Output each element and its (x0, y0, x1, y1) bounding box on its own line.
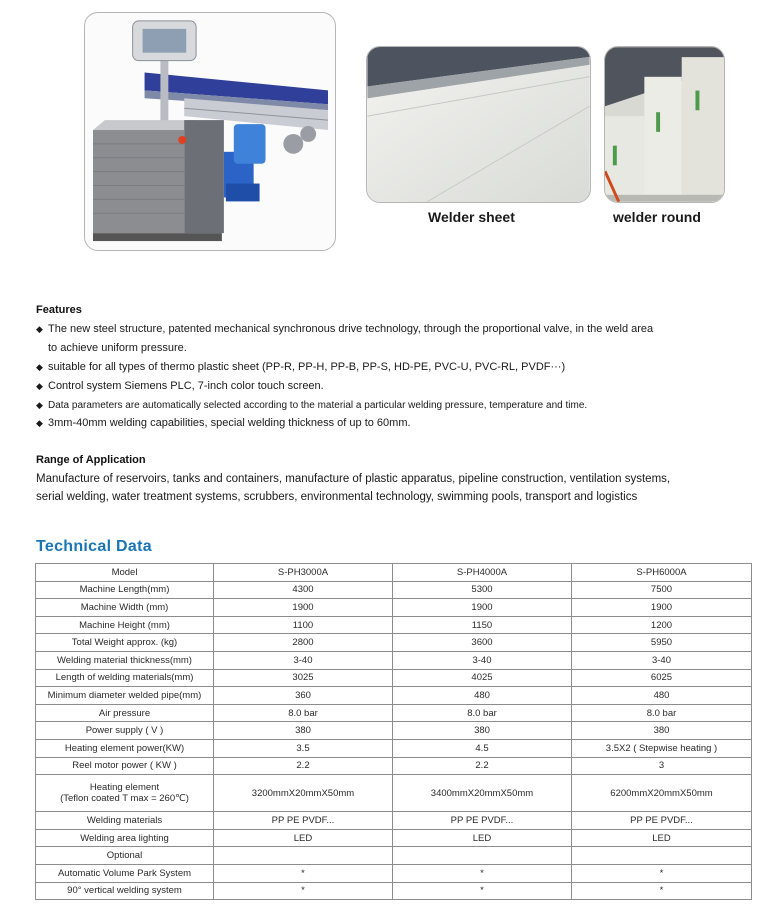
diamond-bullet-icon: ◆ (36, 362, 43, 372)
row-label: Machine Length(mm) (36, 581, 214, 599)
table-row (36, 739, 752, 757)
feature-item: ◆ The new steel structure, patented mechanical synchronous drive technology, through the proportional valve, in the weld area (36, 323, 654, 335)
table-cell: 4.5 (393, 739, 572, 757)
row-label: 90° vertical welding system (36, 882, 214, 900)
table-row (36, 775, 752, 812)
range-of-application-heading: Range of Application (36, 454, 146, 466)
heating-element-label: Heating element (89, 782, 160, 794)
table-cell: S-PH4000A (393, 564, 572, 582)
row-label: Reel motor power ( KW ) (36, 757, 214, 775)
technical-data-heading: Technical Data (36, 538, 152, 555)
feature-item: ◆ Control system Siemens PLC, 7-inch color touch screen. (36, 380, 324, 392)
welded-sheet-illustration (367, 47, 590, 202)
table-cell: 3025 (214, 669, 393, 687)
welder-sheet-photo (366, 46, 591, 203)
table-cell: 8.0 bar (214, 704, 393, 722)
table-row (36, 812, 752, 830)
diamond-bullet-icon: ◆ (36, 418, 43, 428)
welder-round-caption: welder round (613, 209, 701, 225)
row-label: Welding area lighting (36, 829, 214, 847)
table-cell: * (214, 864, 393, 882)
table-cell (214, 847, 393, 865)
table-cell: 1200 (572, 616, 752, 634)
table-cell: 1900 (572, 599, 752, 617)
table-cell: S-PH3000A (214, 564, 393, 582)
table-cell: 380 (393, 722, 572, 740)
welder-sheet-caption: Welder sheet (428, 209, 515, 225)
table-cell: 380 (214, 722, 393, 740)
table-cell: LED (572, 829, 752, 847)
table-cell: 1900 (393, 599, 572, 617)
row-label: Welding material thickness(mm) (36, 651, 214, 669)
table-cell: 3600 (393, 634, 572, 652)
table-cell: S-PH6000A (572, 564, 752, 582)
table-cell: 3-40 (393, 651, 572, 669)
heating-element-note: (Teflon coated T max = 260℃) (60, 793, 189, 805)
table-cell: PP PE PVDF... (393, 812, 572, 830)
table-cell: 5950 (572, 634, 752, 652)
table-cell: PP PE PVDF... (572, 812, 752, 830)
table-row (36, 757, 752, 775)
diamond-bullet-icon: ◆ (36, 381, 43, 391)
range-text-line-2: serial welding, water treatment systems, scrubbers, environmental technology, swimming pools, transport and logistics (36, 491, 638, 503)
row-label: Total Weight approx. (kg) (36, 634, 214, 652)
table-cell: * (393, 864, 572, 882)
row-label: Heating element power(KW) (36, 739, 214, 757)
feature-item: ◆ 3mm-40mm welding capabilities, special welding thickness of up to 60mm. (36, 417, 411, 429)
table-cell: 4025 (393, 669, 572, 687)
table-cell (572, 847, 752, 865)
table-row (36, 722, 752, 740)
welding-machine-illustration (85, 13, 335, 250)
table-cell: 3.5X2 ( Stepwise heating ) (572, 739, 752, 757)
table-cell: LED (214, 829, 393, 847)
table-cell: 5300 (393, 581, 572, 599)
diamond-bullet-icon: ◆ (36, 400, 43, 410)
row-label: Minimum diameter welded pipe(mm) (36, 687, 214, 705)
welder-round-photo (604, 46, 725, 203)
row-label: Welding materials (36, 812, 214, 830)
table-cell: 3.5 (214, 739, 393, 757)
table-cell: 6200mmX20mmX50mm (572, 775, 752, 812)
table-cell: * (393, 882, 572, 900)
table-cell: 8.0 bar (393, 704, 572, 722)
table-row (36, 669, 752, 687)
table-cell: 2.2 (214, 757, 393, 775)
row-label (36, 775, 214, 812)
table-cell: 6025 (572, 669, 752, 687)
table-row (36, 581, 752, 599)
row-label: Machine Width (mm) (36, 599, 214, 617)
table-cell: 380 (572, 722, 752, 740)
welding-machine-photo (84, 12, 336, 251)
table-cell (393, 847, 572, 865)
feature-item-continuation: to achieve uniform pressure. (48, 342, 187, 354)
table-row (36, 687, 752, 705)
table-cell: PP PE PVDF... (214, 812, 393, 830)
table-row (36, 704, 752, 722)
table-cell: 1100 (214, 616, 393, 634)
table-cell: 3-40 (214, 651, 393, 669)
row-label: Length of welding materials(mm) (36, 669, 214, 687)
table-cell: 2.2 (393, 757, 572, 775)
row-label: Model (36, 564, 214, 582)
row-label: Power supply ( V ) (36, 722, 214, 740)
row-label: Machine Height (mm) (36, 616, 214, 634)
table-cell: * (572, 864, 752, 882)
table-cell: 2800 (214, 634, 393, 652)
table-row (36, 564, 752, 582)
table-row (36, 616, 752, 634)
table-row (36, 651, 752, 669)
table-row (36, 864, 752, 882)
table-row (36, 634, 752, 652)
row-label: Automatic Volume Park System (36, 864, 214, 882)
table-cell: 480 (393, 687, 572, 705)
feature-item: ◆ suitable for all types of thermo plastic sheet (PP-R, PP-H, PP-B, PP-S, HD-PE, PVC-U, PVC-RL, PVDF···) (36, 361, 566, 373)
table-row (36, 882, 752, 900)
table-cell: 1900 (214, 599, 393, 617)
table-cell: 3200mmX20mmX50mm (214, 775, 393, 812)
table-row (36, 829, 752, 847)
technical-data-table (35, 563, 752, 900)
row-label: Optional (36, 847, 214, 865)
row-label: Air pressure (36, 704, 214, 722)
table-cell: 3-40 (572, 651, 752, 669)
diamond-bullet-icon: ◆ (36, 324, 43, 334)
table-cell: 480 (572, 687, 752, 705)
table-cell: 4300 (214, 581, 393, 599)
table-cell: 3 (572, 757, 752, 775)
table-cell: LED (393, 829, 572, 847)
table-row (36, 599, 752, 617)
table-row (36, 847, 752, 865)
table-cell: 3400mmX20mmX50mm (393, 775, 572, 812)
table-cell: 1150 (393, 616, 572, 634)
table-cell: * (214, 882, 393, 900)
table-cell: 8.0 bar (572, 704, 752, 722)
table-cell: 7500 (572, 581, 752, 599)
range-text-line-1: Manufacture of reservoirs, tanks and containers, manufacture of plastic apparatus, pipeline construction, ventilation systems, (36, 473, 671, 485)
round-tank-illustration (605, 47, 724, 202)
table-cell: * (572, 882, 752, 900)
features-heading: Features (36, 304, 82, 316)
feature-item: ◆ Data parameters are automatically selected according to the material a particular welding pressure, temperature and time. (36, 400, 588, 411)
table-cell: 360 (214, 687, 393, 705)
